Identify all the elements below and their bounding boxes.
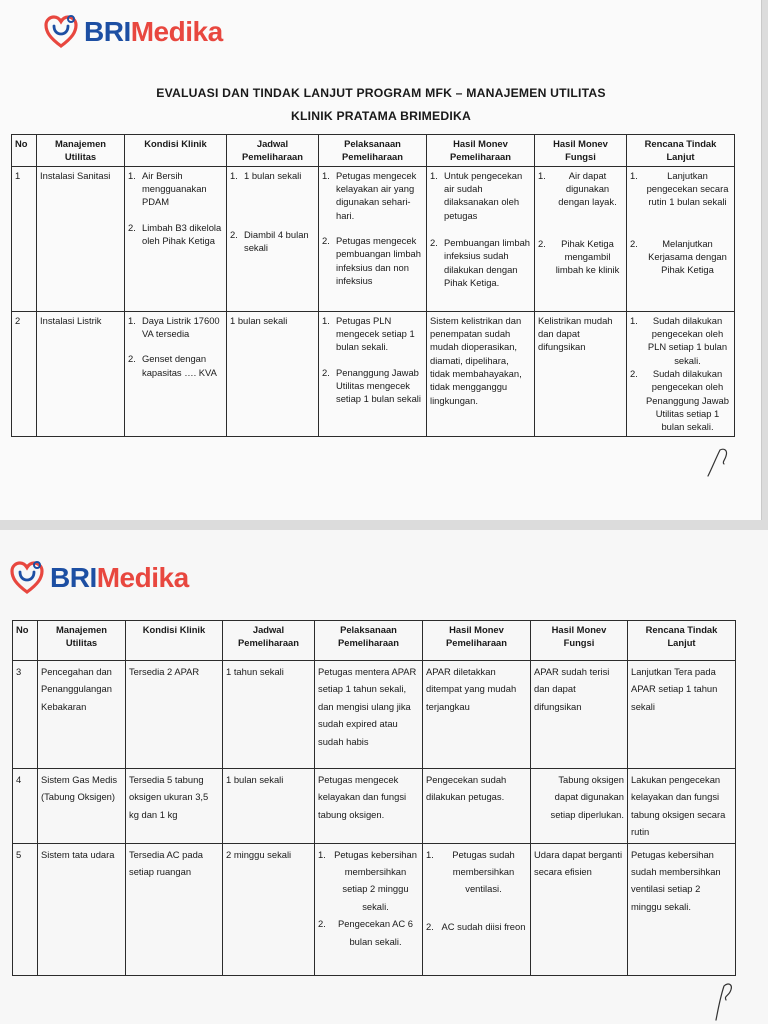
table-row xyxy=(13,661,736,769)
brimedika-logo xyxy=(44,14,223,50)
cell-pelaksanaan: Petugas mengecek kelayakan dan fungsi tabung oksigen. xyxy=(315,769,423,844)
list-item-text: Petugas kebersihan membersihkan setiap 2 minggu sekali. xyxy=(334,848,417,912)
list-item-text: AC sudah diisi freon xyxy=(441,920,526,932)
list-item-text: Lanjutkan pengecekan secara rutin 1 bulan sekali xyxy=(646,169,729,208)
list-item: 1. Lanjutkan pengecekan secara rutin 1 bulan sekali xyxy=(630,169,731,209)
cell-no: 1 xyxy=(12,166,37,311)
cell-hasil-fungsi: Udara dapat berganti secara efisien xyxy=(531,843,628,975)
cell-kondisi xyxy=(125,311,227,436)
header-pelaksanaan xyxy=(315,621,423,661)
list-item-text: 1 bulan sekali xyxy=(244,169,302,181)
list-item-text: Petugas mengecek kelayakan air yang digunakan sehari-hari. xyxy=(336,169,417,221)
header-text: Pemeliharaan xyxy=(342,151,403,163)
header-manajemen xyxy=(37,135,125,167)
cell-rencana xyxy=(627,166,735,311)
header-text: Pemeliharaan xyxy=(238,637,299,649)
cell-hasil-pemeliharaan xyxy=(427,166,535,311)
table-row xyxy=(12,166,735,311)
header-pelaksanaan xyxy=(319,135,427,167)
header-hasil-pemeliharaan xyxy=(427,135,535,167)
header-text: Pelaksanaan xyxy=(344,138,401,149)
cell-rencana: Petugas kebersihan sudah membersihkan ventilasi setiap 2 minggu sekali. xyxy=(628,843,736,975)
header-kondisi: Kondisi Klinik xyxy=(126,621,223,661)
header-text: Manajemen xyxy=(54,138,107,149)
list-item: 2. Penanggung Jawab Utilitas mengecek setiap 1 bulan sekali xyxy=(322,366,423,406)
header-text: Utilitas xyxy=(64,151,97,163)
list-item-text: Penanggung Jawab Utilitas mengecek setiap 1 bulan sekali xyxy=(336,366,421,405)
header-text: Fungsi xyxy=(563,637,595,649)
table-header-row xyxy=(13,621,736,661)
header-text: Pemeliharaan xyxy=(242,151,303,163)
list-item: 1. Petugas PLN mengecek setiap 1 bulan sekali. xyxy=(322,314,423,354)
cell-manajemen: Pencegahan dan Penanggulangan Kebakaran xyxy=(38,661,126,769)
header-text: Fungsi xyxy=(565,151,596,163)
signature-mark xyxy=(700,440,740,480)
cell-hasil-pemeliharaan: Pengecekan sudah dilakukan petugas. xyxy=(423,769,531,844)
list-item-text: Limbah B3 dikelola oleh Pihak Ketiga xyxy=(142,221,222,247)
list-item-text: Petugas PLN mengecek setiap 1 bulan sekali. xyxy=(336,314,415,353)
header-no: No xyxy=(12,135,37,167)
brand-medika: Medika xyxy=(96,562,189,593)
brand-medika: Medika xyxy=(130,16,223,47)
cell-manajemen: Instalasi Sanitasi xyxy=(37,166,125,311)
cell-jadwal: 1 tahun sekali xyxy=(223,661,315,769)
list-item: 1. Petugas sudah membersihkan ventilasi. xyxy=(426,846,527,898)
header-kondisi: Kondisi Klinik xyxy=(125,135,227,167)
table-header-row xyxy=(12,135,735,167)
cell-hasil-fungsi: APAR sudah terisi dan dapat difungsikan xyxy=(531,661,628,769)
list-item: 1. Air dapat digunakan dengan layak. xyxy=(538,169,623,209)
brand-wordmark xyxy=(84,18,223,46)
list-item-text: Sudah dilakukan pengecekan oleh Penanggung Jawab Utilitas setiap 1 bulan sekali. xyxy=(646,368,729,433)
table-row xyxy=(12,311,735,436)
header-hasil-pemeliharaan xyxy=(423,621,531,661)
cell-hasil-pemeliharaan: Sistem kelistrikan dan penempatan sudah mudah dioperasikan, diamati, dipelihara, tidak membahayakan, tidak mengganggu lingkungan. xyxy=(427,311,535,436)
cell-hasil-fungsi: Tabung oksigen dapat digunakan setiap diperlukan. xyxy=(531,769,628,844)
cell-rencana xyxy=(627,311,735,436)
header-text: Hasil Monev xyxy=(449,624,504,635)
cell-rencana: Lakukan pengecekan kelayakan dan fungsi tabung oksigen secara rutin xyxy=(628,769,736,844)
list-item-text: Petugas sudah membersihkan ventilasi. xyxy=(452,848,515,895)
header-text: Pemeliharaan xyxy=(450,151,511,163)
header-text: Pelaksanaan xyxy=(340,624,397,635)
list-item-text: Sudah dilakukan pengecekan oleh PLN setiap 1 bulan sekali. xyxy=(647,314,728,366)
header-text: Hasil Monev xyxy=(553,138,608,149)
header-manajemen xyxy=(38,621,126,661)
cell-hasil-fungsi: Kelistrikan mudah dan dapat difungsikan xyxy=(535,311,627,436)
cell-hasil-fungsi xyxy=(535,166,627,311)
list-item: 1. 1 bulan sekali xyxy=(230,169,315,182)
list-item: 2. Pengecekan AC 6 bulan sekali. xyxy=(318,915,419,950)
cell-manajemen: Sistem tata udara xyxy=(38,843,126,975)
cell-no: 5 xyxy=(13,843,38,975)
list-item: 2. Pembuangan limbah infeksius sudah dilakukan dengan Pihak Ketiga. xyxy=(430,237,530,289)
cell-manajemen: Sistem Gas Medis (Tabung Oksigen) xyxy=(38,769,126,844)
list-item-text: Air dapat digunakan dengan layak. xyxy=(558,169,617,208)
brand-wordmark xyxy=(50,564,189,592)
list-item-text: Petugas mengecek pembuangan limbah infeksius dan non infeksius xyxy=(336,235,421,287)
list-item-text: Pembuangan limbah infeksius sudah dilakukan dengan Pihak Ketiga. xyxy=(444,237,530,289)
list-item: 1. Untuk pengecekan air sudah dilaksanakan oleh petugas xyxy=(430,169,531,222)
cell-jadwal: 2 minggu sekali xyxy=(223,843,315,975)
cell-jadwal: 1 bulan sekali xyxy=(223,769,315,844)
list-item: 2. Melanjutkan Kerjasama dengan Pihak Ketiga xyxy=(630,237,731,277)
header-text: Jadwal xyxy=(252,624,285,635)
cell-kondisi: Tersedia AC pada setiap ruangan xyxy=(126,843,223,975)
table-row xyxy=(13,843,736,975)
list-item-text: Genset dengan kapasitas …. KVA xyxy=(142,353,217,378)
header-jadwal xyxy=(227,135,319,167)
header-text: Hasil Monev xyxy=(551,624,607,635)
list-item: 2. Sudah dilakukan pengecekan oleh Penanggung Jawab Utilitas setiap 1 bulan sekali. xyxy=(630,367,731,434)
cell-pelaksanaan xyxy=(319,166,427,311)
list-item: 1. Petugas mengecek kelayakan air yang digunakan sehari-hari. xyxy=(322,169,423,222)
brand-bri: BRI xyxy=(50,562,97,593)
utility-table-part-1 xyxy=(11,134,735,437)
brimedika-logo xyxy=(10,560,189,596)
list-item-text: Untuk pengecekan air sudah dilaksanakan oleh petugas xyxy=(444,169,523,221)
list-item: 1. Daya Listrik 17600 VA tersedia xyxy=(128,314,223,341)
list-item-text: Pihak Ketiga mengambil limbah ke klinik xyxy=(555,237,620,276)
document-title: EVALUASI DAN TINDAK LANJUT PROGRAM MFK – MANAJEMEN UTILITAS xyxy=(156,86,606,100)
list-item: 2. Pihak Ketiga mengambil limbah ke klinik xyxy=(538,237,623,277)
list-item: 2. Diambil 4 bulan sekali xyxy=(230,228,315,255)
cell-hasil-pemeliharaan xyxy=(423,843,531,975)
cell-pelaksanaan: Petugas mentera APAR setiap 1 tahun sekali, dan mengisi ulang jika sudah expired atau sudah habis xyxy=(315,661,423,769)
list-item: 1. Air Bersih mengguanakan PDAM xyxy=(128,169,223,209)
list-item-text: Melanjutkan Kerjasama dengan Pihak Ketiga xyxy=(648,237,727,276)
list-item: 1. Sudah dilakukan pengecekan oleh PLN setiap 1 bulan sekali. xyxy=(630,314,731,367)
cell-pelaksanaan xyxy=(319,311,427,436)
header-text: Pemeliharaan xyxy=(446,637,507,649)
list-item: 2. Petugas mengecek pembuangan limbah infeksius dan non infeksius xyxy=(322,234,423,287)
cell-jadwal xyxy=(227,166,319,311)
cell-no: 4 xyxy=(13,769,38,844)
header-jadwal xyxy=(223,621,315,661)
list-item: 2. Limbah B3 dikelola oleh Pihak Ketiga xyxy=(128,221,222,247)
cell-no: 3 xyxy=(13,661,38,769)
header-rencana: Rencana Tindak Lanjut xyxy=(627,135,735,167)
header-hasil-fungsi xyxy=(531,621,628,661)
header-text: Pemeliharaan xyxy=(338,637,399,649)
header-text: Utilitas xyxy=(65,637,98,649)
header-text: Hasil Monev xyxy=(453,138,508,149)
document-subtitle: KLINIK PRATAMA BRIMEDIKA xyxy=(291,109,471,123)
list-item-text: Daya Listrik 17600 VA tersedia xyxy=(142,314,220,340)
cell-hasil-pemeliharaan: APAR diletakkan ditempat yang mudah terjangkau xyxy=(423,661,531,769)
cell-pelaksanaan xyxy=(315,843,423,975)
header-rencana: Rencana Tindak Lanjut xyxy=(628,621,736,661)
utility-table-part-2 xyxy=(12,620,736,976)
cell-no: 2 xyxy=(12,311,37,436)
cell-manajemen: Instalasi Listrik xyxy=(37,311,125,436)
header-text: Jadwal xyxy=(256,138,289,149)
heart-stethoscope-icon xyxy=(10,560,44,596)
cell-jadwal: 1 bulan sekali xyxy=(227,311,319,436)
list-item-text: Diambil 4 bulan sekali xyxy=(244,229,309,254)
heart-stethoscope-icon xyxy=(44,14,78,50)
header-text: Manajemen xyxy=(55,624,108,635)
list-item: 2. Genset dengan kapasitas …. KVA xyxy=(128,352,223,379)
cell-kondisi: Tersedia 2 APAR xyxy=(126,661,223,769)
header-no: No xyxy=(13,621,38,661)
table-row xyxy=(13,769,736,844)
list-item: 1. Petugas kebersihan membersihkan setiap 2 minggu sekali. xyxy=(318,846,419,916)
list-item-text: Air Bersih mengguanakan PDAM xyxy=(142,169,207,208)
list-item: 2. AC sudah diisi freon xyxy=(426,918,527,935)
brand-bri: BRI xyxy=(84,16,131,47)
cell-kondisi: Tersedia 5 tabung oksigen ukuran 3,5 kg dan 1 kg xyxy=(126,769,223,844)
document-page-2 xyxy=(0,530,768,1024)
header-hasil-fungsi xyxy=(535,135,627,167)
cell-rencana: Lanjutkan Tera pada APAR setiap 1 tahun sekali xyxy=(628,661,736,769)
cell-kondisi xyxy=(125,166,227,311)
signature-mark xyxy=(706,976,742,1022)
list-item-text: Pengecekan AC 6 bulan sekali. xyxy=(337,918,414,947)
